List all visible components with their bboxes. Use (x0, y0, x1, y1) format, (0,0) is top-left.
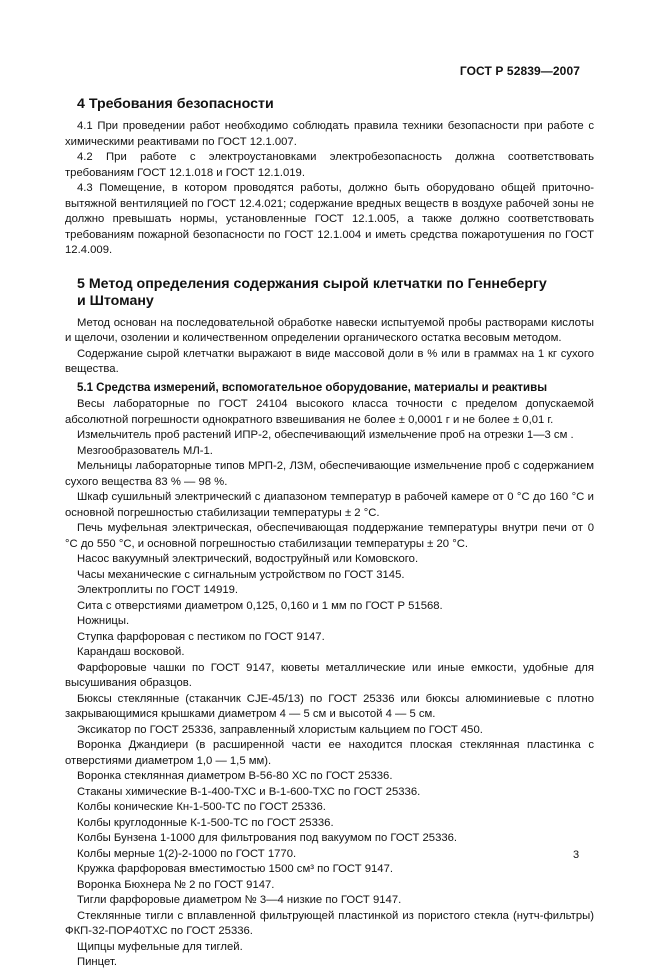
section-5-heading (77, 276, 594, 310)
equipment-item: Кружка фарфоровая вместимостью 1500 см³ по ГОСТ 9147. (77, 863, 394, 875)
equipment-item: Ножницы. (77, 615, 130, 627)
equipment-item: Воронка стеклянная диаметром В-56-80 ХС по ГОСТ 25336. (77, 770, 393, 782)
running-header: ГОСТ Р 52839—2007 (459, 64, 580, 78)
equipment-item: Шкаф сушильный электрический с диапазоном температур в рабочей камере от 0 °С до 160 °С и основной погрешностью стабилизации температуры ± 2 °С. (65, 491, 594, 519)
equipment-item: Измельчитель проб растений ИПР-2, обеспечивающий измельчение проб на отрезки 1—3 см . (77, 429, 574, 441)
page-number: 3 (573, 849, 580, 861)
equipment-item: Щипцы муфельные для тиглей. (77, 940, 243, 953)
equipment-item: Часы механические с сигнальным устройством по ГОСТ 3145. (77, 568, 405, 581)
equipment-item: Мезгообразователь МЛ-1. (77, 444, 213, 457)
equipment-item: Стеклянные тигли с вплавленной фильтрующей пластинкой из пористого стекла (нутч-фильтры) ФКП-32-ПОР40ТХС по ГОСТ 25336. (65, 909, 594, 937)
equipment-item: Весы лабораторные по ГОСТ 24104 высокого класса точности с пределом допускаемой абсолютной погрешности однократного взвешивания не более ± 0,0001 г и не более ± 0,01 г. (65, 398, 594, 426)
section-5-heading-line2: и Штоману (77, 292, 154, 309)
equipment-item: Колбы Бунзена 1-1000 для фильтрования под вакуумом по ГОСТ 25336. (77, 832, 458, 844)
equipment-item: Пинцет. (77, 956, 117, 968)
subsection-5-1-heading: 5.1 Средства измерений, вспомогательное оборудование, материалы и реактивы (77, 381, 548, 394)
equipment-item: Электроплиты по ГОСТ 14919. (77, 584, 239, 596)
equipment-item: Сита с отверстиями диаметром 0,125, 0,160 и 1 мм по ГОСТ Р 51568. (77, 599, 443, 612)
equipment-item: Эксикатор по ГОСТ 25336, заправленный хлористым кальцием по ГОСТ 450. (77, 723, 483, 736)
paragraph-4-2: 4.2 При работе с электроустановками электробезопасность должна соответствовать требованиям ГОСТ 12.1.018 и ГОСТ 12.1.019. (65, 151, 594, 179)
equipment-item: Колбы круглодонные К-1-500-ТС по ГОСТ 25336. (77, 816, 334, 829)
page-content (65, 96, 594, 971)
section-5-heading-line1: 5 Метод определения содержания сырой клетчатки по Геннебергу (77, 275, 547, 292)
paragraph-4-1: 4.1 При проведении работ необходимо соблюдать правила техники безопасности при работе с химическими реактивами по ГОСТ 12.1.007. (65, 120, 594, 148)
equipment-item: Насос вакуумный электрический, водоструйный или Комовского. (77, 553, 419, 565)
equipment-item: Стаканы химические В-1-400-ТХС и В-1-600-ТХС по ГОСТ 25336. (77, 785, 421, 798)
result-expression: Содержание сырой клетчатки выражают в виде массовой доли в % или в граммах на 1 кг сухого вещества. (65, 347, 594, 375)
method-description: Метод основан на последовательной обработке навески испытуемой пробы растворами кислоты и щелочи, озолении и количественном определении органического остатка весовым методом. (65, 316, 594, 344)
equipment-item: Ступка фарфоровая с пестиком по ГОСТ 9147. (77, 630, 325, 643)
equipment-item: Воронка Джандиери (в расширенной части ее находится плоская стеклянная пластинка с отверстиями диаметром 1,0 — 1,5 мм). (65, 739, 594, 767)
equipment-item: Тигли фарфоровые диаметром № 3—4 низкие по ГОСТ 9147. (77, 894, 402, 906)
equipment-item: Фарфоровые чашки по ГОСТ 9147, кюветы металлические или иные емкости, удобные для высушивания образцов. (65, 661, 594, 689)
equipment-item: Воронка Бюхнера № 2 по ГОСТ 9147. (77, 878, 275, 891)
section-4-heading: 4 Требования безопасности (77, 96, 274, 112)
equipment-item: Карандаш восковой. (77, 646, 185, 658)
equipment-item: Печь муфельная электрическая, обеспечивающая поддержание температуры внутри печи от 0 °С до 550 °С, и основной погрешностью стабилизации температуры ± 20 °С. (65, 522, 594, 550)
equipment-item: Колбы конические Кн-1-500-ТС по ГОСТ 25336. (77, 801, 326, 813)
equipment-item: Мельницы лабораторные типов МРП-2, ЛЗМ, обеспечивающие измельчение проб с содержанием сухого вещества 83 % — 98 %. (65, 460, 594, 488)
paragraph-4-3: 4.3 Помещение, в котором проводятся работы, должно быть оборудовано общей приточно-вытяжной вентиляцией по ГОСТ 12.4.021; содержание вредных веществ в воздухе рабочей зоны не должно превышать нормы, установленные ГОСТ 12.1.005, а также должно соответствовать требованиям пожарной безопасности по ГОСТ 12.1.004 и иметь средства пожаротушения по ГОСТ 12.4.009. (65, 182, 594, 256)
equipment-item: Колбы мерные 1(2)-2-1000 по ГОСТ 1770. (77, 847, 297, 860)
equipment-item: Бюксы стеклянные (стаканчик CJE-45/13) по ГОСТ 25336 или бюксы алюминиевые с плотно закрывающимися крышками диаметром 4 — 5 см и высотой 4 — 5 см. (65, 692, 594, 720)
